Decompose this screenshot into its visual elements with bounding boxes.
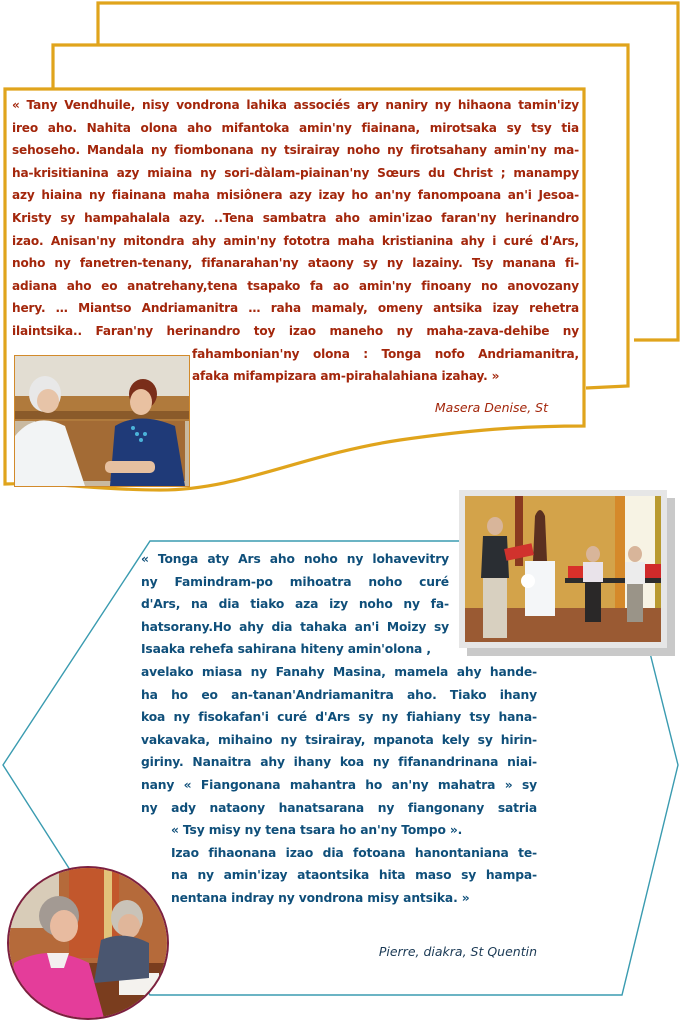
photo-two-people-writing bbox=[7, 866, 169, 1020]
testimony-2-text bbox=[141, 548, 537, 910]
text-line: ilaintsika.. Faran'ny herinandro toy izao maneho ny maha-zava-dehibe ny bbox=[12, 323, 579, 338]
text-line: fahambonian'ny olona : Tonga nofo Andriamanitra, bbox=[192, 346, 579, 361]
text-line: Izao fihaonana izao dia fotoana hanontaniana te- bbox=[171, 845, 537, 860]
testimony-2-signature: Pierre, diakra, St Quentin bbox=[378, 944, 537, 959]
text-line: ny Famindram-po mihoatra noho curé bbox=[141, 574, 449, 589]
photo-two-women-image bbox=[15, 356, 189, 486]
text-line: afaka mifampizara am-pirahalahiana izahay. » bbox=[192, 369, 500, 384]
photo-two-women bbox=[14, 355, 190, 487]
text-line: nentana indray ny vondrona misy antsika. » bbox=[171, 890, 470, 905]
text-line: hatsorany.Ho ahy dia tahaka an'i Moizy sy bbox=[141, 619, 449, 634]
text-line: ha ho eo an-tanan'Andriamanitra aho. Tiako ihany bbox=[141, 687, 537, 702]
text-line: nany « Fiangonana mahantra ho an'ny mahatra » sy bbox=[141, 777, 537, 792]
text-line: koa ny fisokafan'i curé d'Ars sy ny fiahiany tsy hana- bbox=[141, 710, 537, 725]
testimony-1-signature: Masera Denise, St bbox=[434, 400, 548, 415]
text-line: noho ny fanetren-tenany, fifanarahan'ny ataony sy ny lazainy. Tsy manana fi- bbox=[12, 256, 579, 271]
text-line: giriny. Nanaitra ahy ihany koa ny fifanandrinana niai- bbox=[141, 755, 537, 770]
text-line: hery. … Miantso Andriamanitra … raha mamaly, omeny antsika izay rehetra bbox=[12, 301, 579, 316]
text-line: « Tany Vendhuile, nisy vondrona lahika associés ary naniry ny hihaona tamin'izy bbox=[12, 98, 579, 112]
text-line: adiana aho eo anatrehany,tena tsapako fa ao amin'ny finoany no anovozany bbox=[12, 278, 579, 293]
text-line: ha-krisitianina azy miaina ny sori-dàlam-piainan'ny Sœurs du Christ ; manampy bbox=[12, 165, 579, 180]
text-line: izao. Anisan'ny mitondra ahy amin'ny fototra maha kristianina ahy i curé d'Ars, bbox=[12, 233, 579, 248]
text-line: avelako miasa ny Fanahy Masina, mamela ahy hande- bbox=[141, 664, 537, 679]
photo-two-people-writing-image bbox=[9, 868, 167, 1018]
text-line: azy hiaina ny fiainana maha misiônera azy izay ho an'ny fanompoana an'i Jesoa- bbox=[12, 188, 579, 203]
text-line: Kristy sy hampahalala azy. ..Tena sambatra aho amin'izao faran'ny herinandro bbox=[12, 210, 579, 225]
text-line: ireo aho. Nahita olona aho mifantoka amin'ny fiainana, mirotsaka sy tsy tia bbox=[12, 120, 579, 135]
text-line: vakavaka, mihaino ny tsirairay, mpanota kely sy hirin- bbox=[141, 732, 537, 747]
text-line: na ny amin'izay ataontsika hita maso sy hampa- bbox=[171, 868, 537, 883]
text-line: sehoseho. Mandala ny fiombonana ny tsirairay noho ny firotsahany amin'ny ma- bbox=[12, 143, 579, 158]
text-line: « Tsy misy ny tena tsara ho an'ny Tompo ». bbox=[171, 823, 463, 838]
text-line: « Tonga aty Ars aho noho ny lohavevitry bbox=[141, 552, 449, 566]
text-line: Isaaka rehefa sahirana hiteny amin'olona , bbox=[141, 642, 431, 657]
testimony-1-text bbox=[12, 94, 579, 388]
text-line: ny ady nataony hanatsarana ny fiangonany satria bbox=[141, 800, 537, 815]
text-line: d'Ars, na dia tiako aza izy noho ny fa- bbox=[141, 597, 449, 612]
